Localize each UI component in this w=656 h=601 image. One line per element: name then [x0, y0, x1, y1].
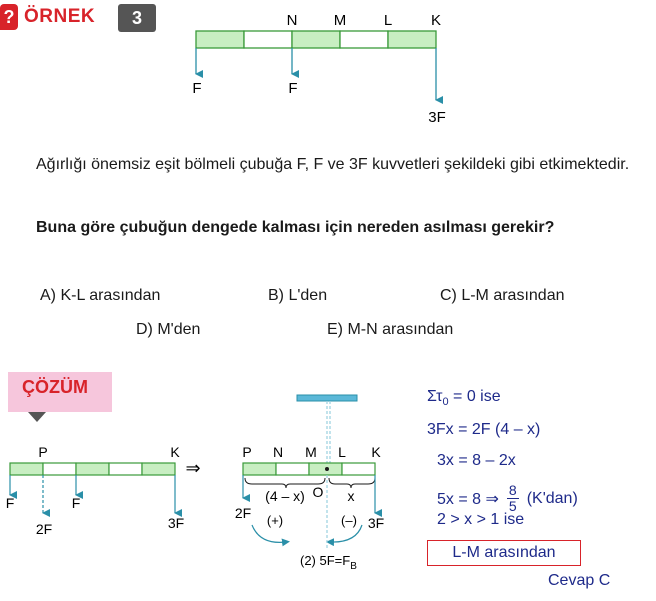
answer-choice: Cevap C	[548, 572, 611, 589]
support-force-label: (2) $5F=F_B$	[300, 553, 357, 572]
pivot-label: O	[312, 484, 324, 500]
top-letter-m: M	[333, 12, 347, 29]
distance-right: x	[347, 488, 355, 504]
top-rod	[196, 31, 436, 48]
right-force-label-3f: 3F	[367, 515, 385, 531]
equation-4: 5x = 8 ⇒ 8 5 (K'dan)	[437, 482, 578, 514]
equation-1: $\Sigma\tau_0 = 0$ ise	[427, 388, 501, 409]
solution-figure	[0, 380, 420, 580]
left-letter-k: K	[170, 444, 180, 460]
right-force-label-2f: 2F	[234, 505, 252, 521]
top-force-label-3: 3F	[428, 109, 446, 126]
choice-a: A) K-L arasından	[40, 287, 161, 304]
equation-5: 2 > x > 1 ise	[437, 511, 525, 528]
left-force-label-1: F	[5, 495, 15, 511]
right-letter-l: L	[338, 444, 346, 460]
choice-d: D) M'den	[136, 321, 201, 338]
right-letter-p: P	[242, 444, 252, 460]
left-force-label-2: F	[71, 495, 81, 511]
question-ask: Buna göre çubuğun dengede kalması için nereden asılması gerekir?	[36, 219, 555, 236]
implies-arrow: ⇒	[185, 458, 201, 478]
top-letter-k: K	[430, 12, 442, 29]
choice-b: B) L'den	[268, 287, 328, 304]
choice-e: E) M-N arasından	[327, 321, 454, 338]
question-text: Ağırlığı önemsiz eşit bölmeli çubuğa F, F ve 3F kuvvetleri şekildeki gibi etkimektedir.	[36, 156, 630, 173]
solution-label: ÇÖZÜM	[22, 377, 88, 397]
right-letter-m: M	[305, 444, 317, 460]
fraction-8-5: 8 5	[508, 482, 517, 514]
equation-2: 3Fx = 2F (4 – x)	[427, 421, 541, 438]
right-letter-k: K	[371, 444, 381, 460]
answer-box: L-M arasından	[427, 540, 581, 566]
torque-plus: (+)	[266, 513, 284, 528]
question-mark-icon: ?	[0, 4, 18, 30]
top-force-label-2: F	[288, 80, 298, 97]
equation-3: 3x = 8 – 2x	[437, 452, 516, 469]
ceiling-support	[297, 395, 357, 401]
top-force-label-1: F	[192, 80, 202, 97]
distance-left: (4 – x)	[265, 488, 305, 504]
brace-right	[329, 478, 375, 488]
right-letter-n: N	[272, 444, 284, 460]
solution-right-rod	[243, 463, 375, 475]
torque-minus: (–)	[341, 513, 357, 528]
pivot-point	[325, 467, 329, 471]
left-force-label-sum: 2F	[35, 521, 53, 537]
top-rod-figure	[0, 0, 656, 140]
left-force-label-3: 3F	[167, 515, 185, 531]
solution-left-rod	[10, 463, 175, 475]
choice-c: C) L-M arasından	[440, 287, 565, 304]
example-label: ÖRNEK	[24, 6, 96, 27]
top-letter-l: L	[383, 12, 393, 29]
top-letter-n: N	[286, 12, 298, 29]
example-number: 3	[118, 4, 156, 32]
left-letter-p: P	[38, 444, 48, 460]
